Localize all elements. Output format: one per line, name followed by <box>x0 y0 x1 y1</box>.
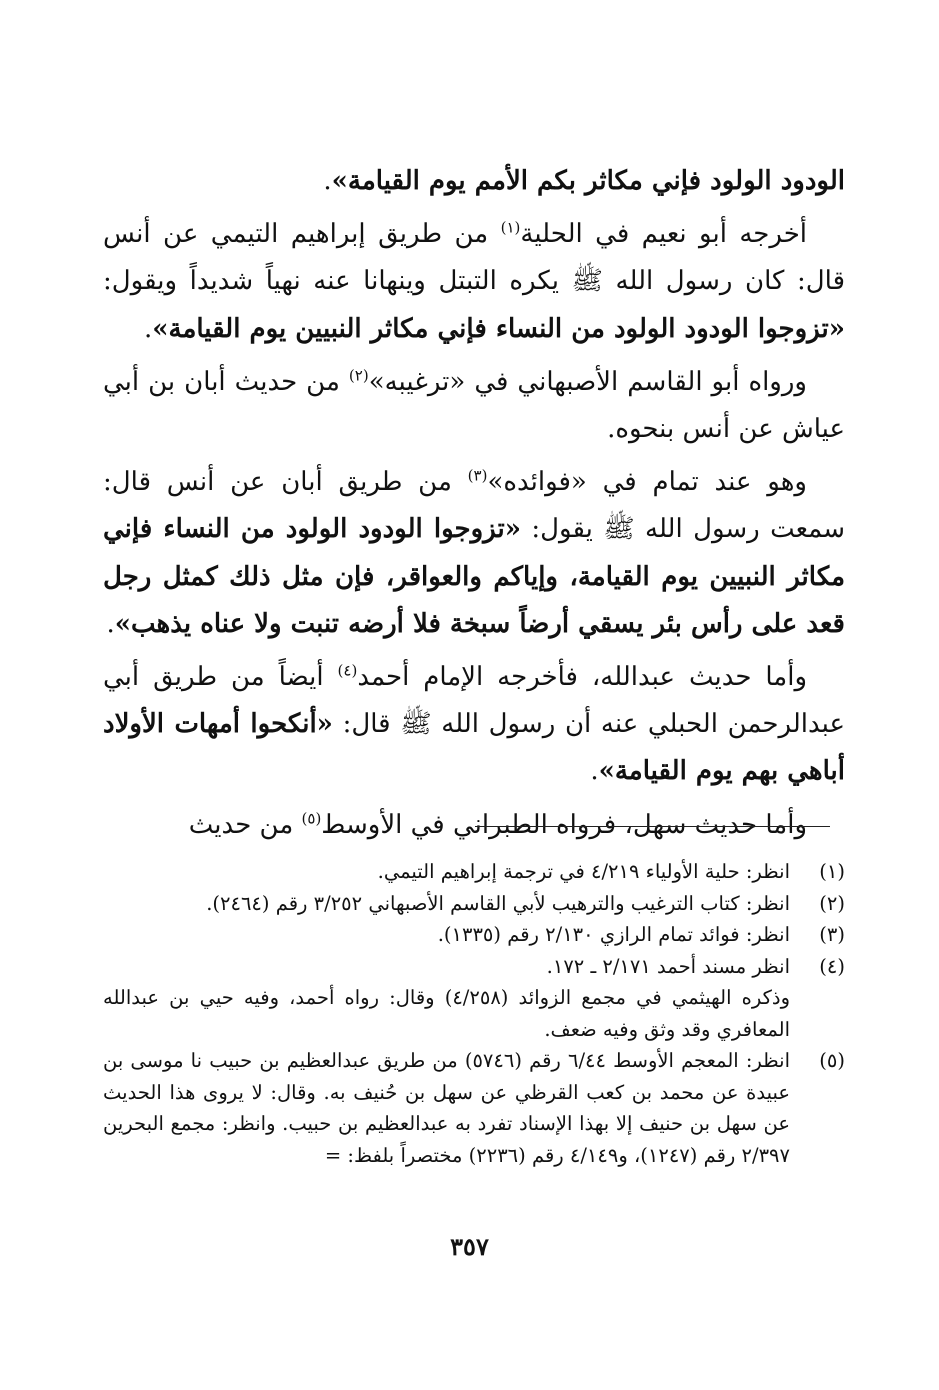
hadith-quote: «تزوجوا الودود الولود من النساء فإني مكاثر النبيين يوم القيامة، وإياكم والعواقر، فإن مثل ذلك كمثل رجل قعد على رأس بئر يسقي أرضاً سبخة فلا أرضه تنبت ولا عناه يذهب» <box>103 514 845 639</box>
text-run: أخرجه أبو نعيم في الحلية <box>520 219 808 250</box>
footnote-text: انظر: حلية الأولياء ٤/٢١٩ في ترجمة إبراهيم التيمي. <box>377 860 790 883</box>
paragraph <box>103 211 845 353</box>
hadith-quote: «تزوجوا الودود الولود من النساء فإني مكاثر النبيين يوم القيامة» <box>152 313 845 344</box>
text-run: وأما حديث سهل، فرواه الطبراني في الأوسط <box>321 809 807 840</box>
paragraph <box>103 459 845 648</box>
footnote <box>103 1045 845 1171</box>
footnote-text: انظر: كتاب الترغيب والترهيب لأبي القاسم الأصبهاني ٣/٢٥٢ رقم (٢٤٦٤). <box>206 891 790 915</box>
footnote-number: (٥) <box>819 1049 845 1072</box>
text-run: . <box>590 756 599 787</box>
footnote-ref: (٥) <box>301 808 322 827</box>
text-run: أيضاً من طريق أبي عبدالرحمن الحبلي عنه أن رسول الله ﷺ قال: <box>103 662 845 740</box>
text-run: . <box>106 608 115 639</box>
text-run: . <box>323 166 332 196</box>
hadith-quote: «أنكحوا أمهات الأولاد أباهي بهم يوم القيامة» <box>103 709 845 787</box>
paragraph <box>103 654 845 796</box>
text-run: من طريق أبان عن أنس قال: سمعت رسول الله ﷺ يقول: <box>103 467 845 545</box>
footnote-ref: (٤) <box>337 661 358 680</box>
footnote-number: (٣) <box>819 923 845 946</box>
footnote-ref: (٢) <box>348 366 369 385</box>
text-run: من حديث <box>188 809 302 840</box>
footnote-text: وذكره الهيثمي في مجمع الزوائد (٤/٢٥٨) وقال: رواه أحمد، وفيه حيي بن عبدالله المعافري وقد وثق وفيه ضعف. <box>103 986 790 1041</box>
footnote-separator <box>475 826 830 827</box>
paragraph <box>103 359 845 453</box>
paragraph <box>103 158 845 205</box>
footnote <box>103 919 845 951</box>
hadith-quote: الودود الولود فإني مكاثر بكم الأمم يوم القيامة» <box>331 166 845 196</box>
text-run: . <box>143 313 153 344</box>
footnote-number: (١) <box>819 860 845 883</box>
footnote-ref: (١) <box>500 218 521 237</box>
footnote-number: (٢) <box>819 891 845 915</box>
footnote <box>103 856 845 888</box>
footnote <box>103 951 845 983</box>
footnotes <box>103 856 845 1171</box>
text-run: وهو عند تمام في «فوائده» <box>487 467 807 498</box>
footnote <box>103 982 845 1045</box>
text-run: من حديث أبان بن أبي عياش عن أنس بنحوه. <box>103 366 845 445</box>
footnote-number: (٤) <box>819 954 845 978</box>
page-number: ٣٥٧ <box>450 1232 489 1261</box>
text-run: من طريق إبراهيم التيمي عن أنس قال: كان رسول الله ﷺ يكره التبتل وينهانا عنه نهياً شديداً ويقول: <box>103 219 845 297</box>
text-run: ورواه أبو القاسم الأصبهاني في «ترغيبه» <box>368 366 807 397</box>
footnote-text: انظر: المعجم الأوسط ٦/٤٤ رقم (٥٧٤٦) من طريق عبدالعظيم بن حبيب نا موسى بن عبيدة عن محمد بن كعب القرظي عن سهل بن حُنيف به. وقال: لا يروى هذا الحديث عن سهل بن حنيف إلا بهذا الإسناد تفرد به عبدالعظيم بن حبيب. وانظر: مجمع البحرين ٢/٣٩٧ رقم (١٢٤٧)، و٤/١٤٩ رقم (٢٢٣٦) مختصراً بلفظ: = <box>103 1049 790 1167</box>
footnote-text: انظر: فوائد تمام الرازي ٢/١٣٠ رقم (١٣٣٥). <box>437 923 790 946</box>
footnote-ref: (٣) <box>467 466 488 485</box>
text-run: وأما حديث عبدالله، فأخرجه الإمام أحمد <box>357 662 808 693</box>
footnote-text: انظر مسند أحمد ٢/١٧١ ـ ١٧٢. <box>546 954 790 978</box>
footnote <box>103 888 845 920</box>
main-text <box>103 158 845 855</box>
